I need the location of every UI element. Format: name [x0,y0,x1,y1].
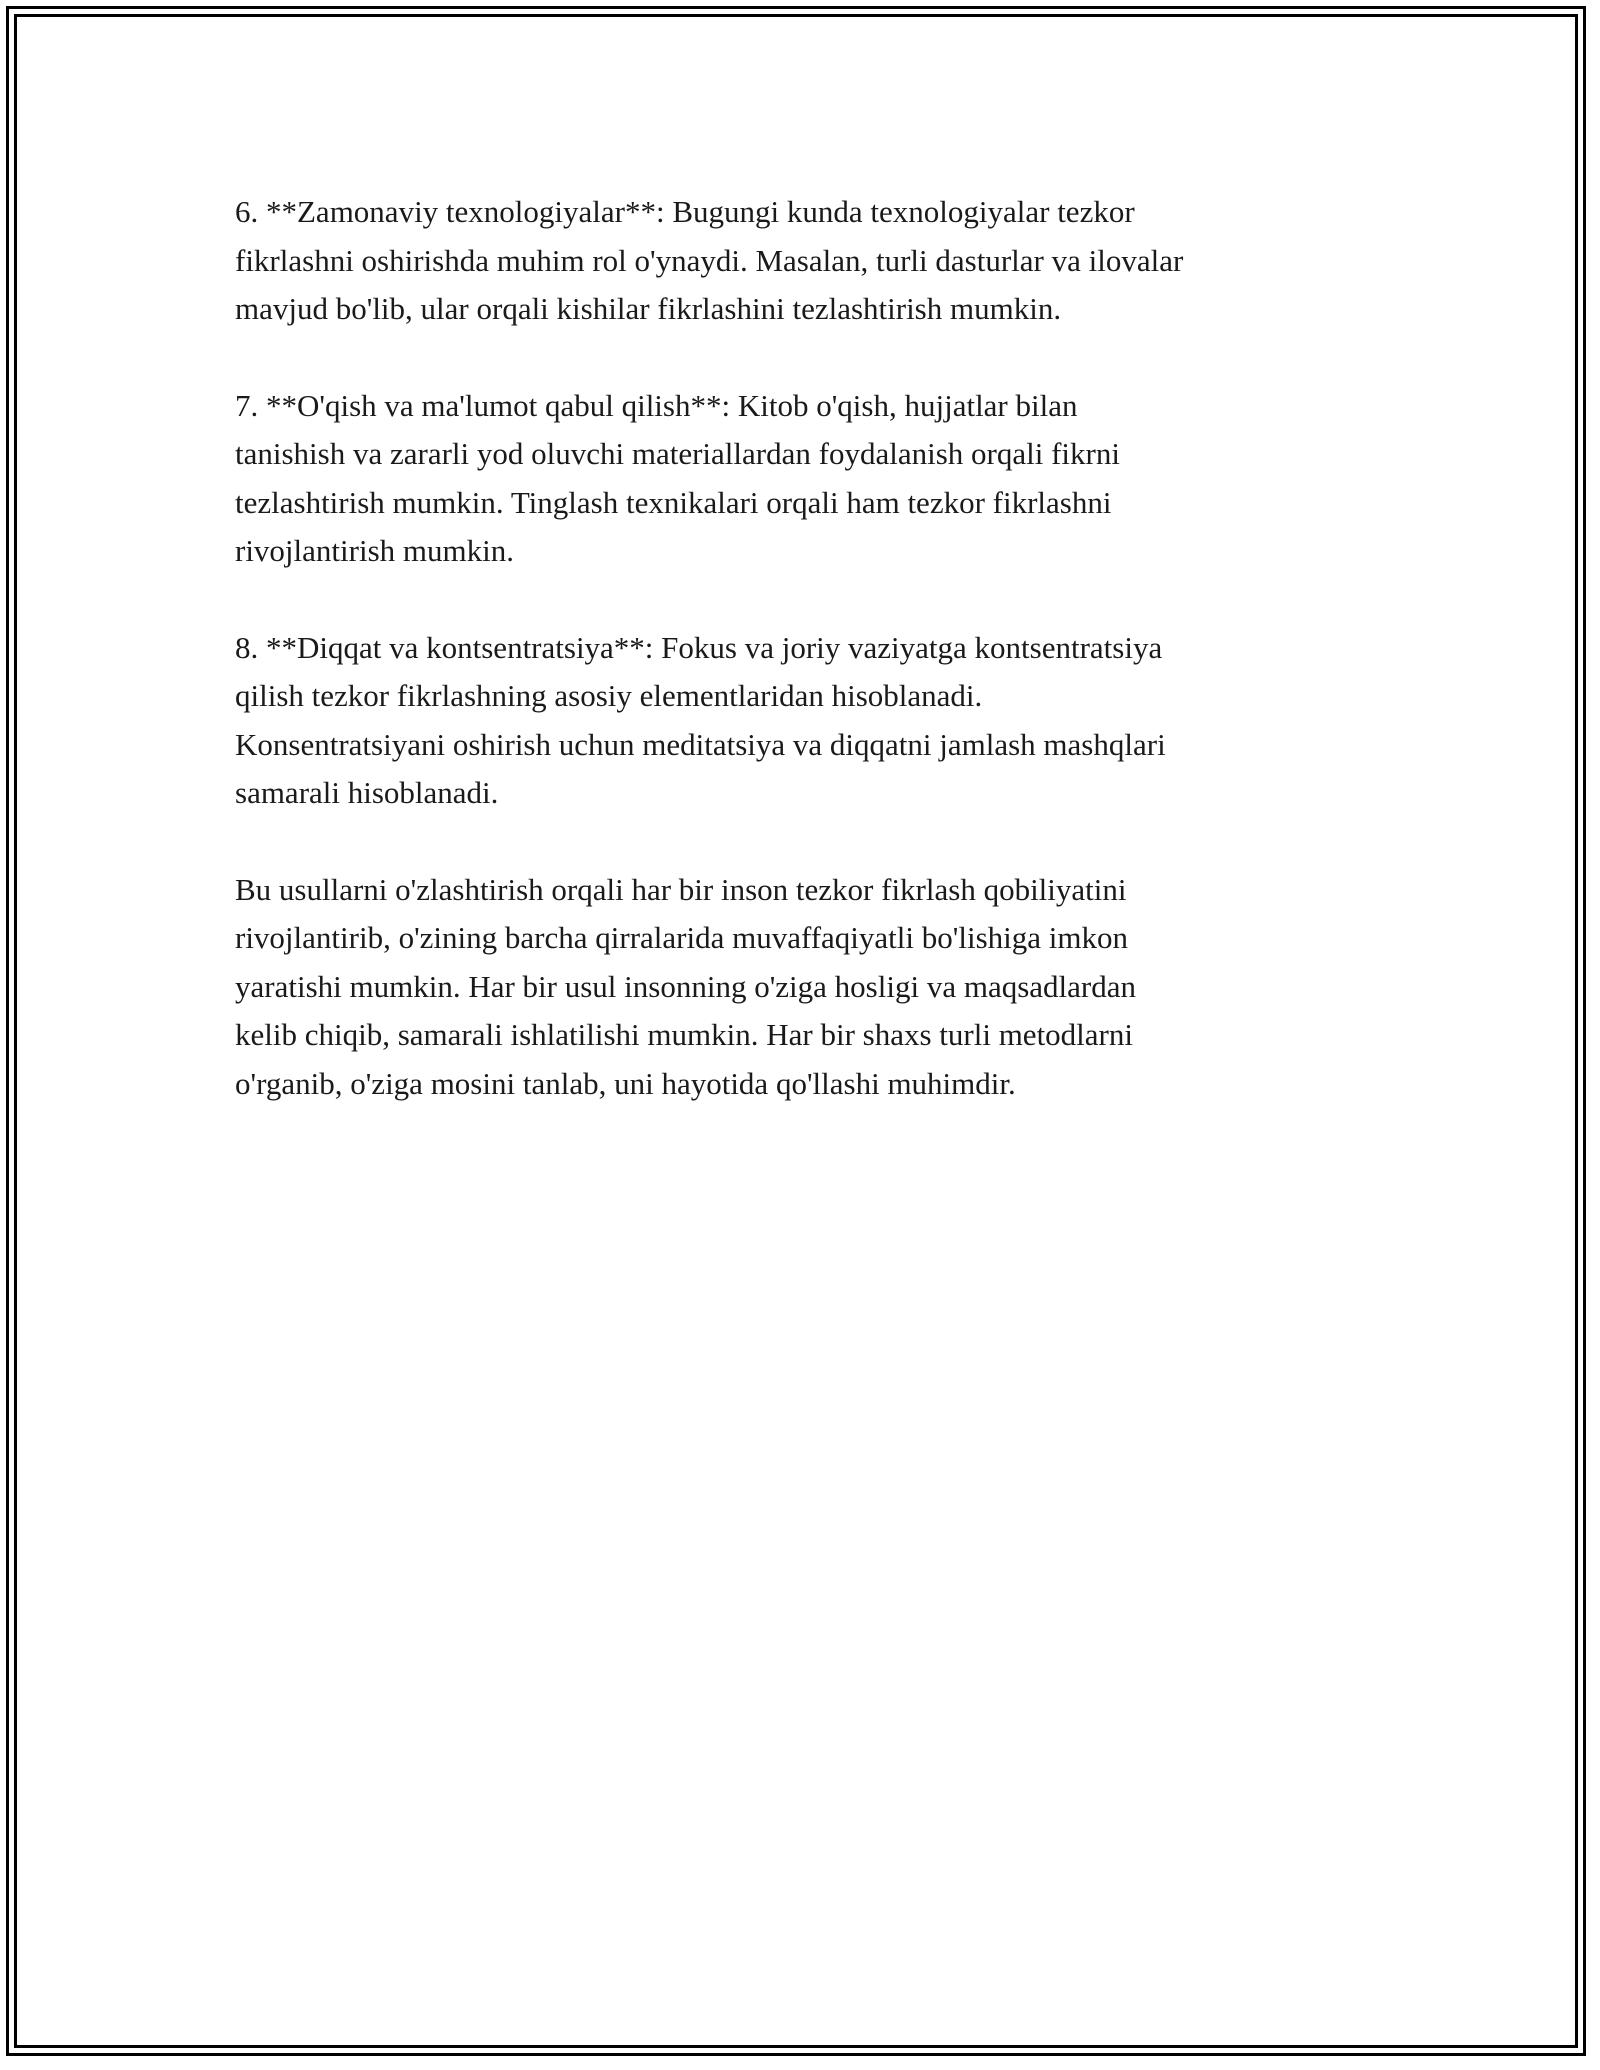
text-line: tezlashtirish mumkin. Tinglash texnikalari orqali ham tezkor fikrlashni [235,484,1112,520]
paragraph-item-8 [235,624,1375,818]
text-line: 7. **O'qish va ma'lumot qabul qilish**: Kitob o'qish, hujjatlar bilan [235,387,1078,423]
text-line: Konsentratsiyani oshirish uchun meditatsiya va diqqatni jamlash mashqlari [235,726,1166,762]
text-line: kelib chiqib, samarali ishlatilishi mumkin. Har bir shaxs turli metodlarni [235,1017,1133,1052]
text-line: rivojlantirib, o'zining barcha qirralarida muvaffaqiyatli bo'lishiga imkon [235,920,1128,955]
text-line: qilish tezkor fikrlashning asosiy elementlaridan hisoblanadi. [235,678,983,713]
text-line: o'rganib, o'ziga mosini tanlab, uni hayotida qo'llashi muhimdir. [235,1065,1016,1101]
text-line: fikrlashni oshirishda muhim rol o'ynaydi. Masalan, turli dasturlar va ilovalar [235,242,1184,278]
paragraph-item-6 [235,188,1375,334]
text-line: 8. **Diqqat va kontsentratsiya**: Fokus va joriy vaziyatga kontsentratsiya [235,629,1163,665]
text-line: 6. **Zamonaviy texnologiyalar**: Bugungi kunda texnologiyalar tezkor [235,194,1135,229]
text-line: rivojlantirish mumkin. [235,533,514,568]
text-line: Bu usullarni o'zlashtirish orqali har bir inson tezkor fikrlash qobiliyatini [235,871,1127,907]
text-line: yaratishi mumkin. Har bir usul insonning o'ziga hosligi va maqsadlardan [235,968,1136,1004]
paragraph-conclusion [235,866,1375,1109]
document-body [235,188,1375,1156]
text-line: tanishish va zararli yod oluvchi materiallardan foydalanish orqali fikrni [235,436,1120,471]
text-line: samarali hisoblanadi. [235,775,499,810]
text-line: mavjud bo'lib, ular orqali kishilar fikrlashini tezlashtirish mumkin. [235,291,1062,326]
paragraph-item-7 [235,382,1375,576]
